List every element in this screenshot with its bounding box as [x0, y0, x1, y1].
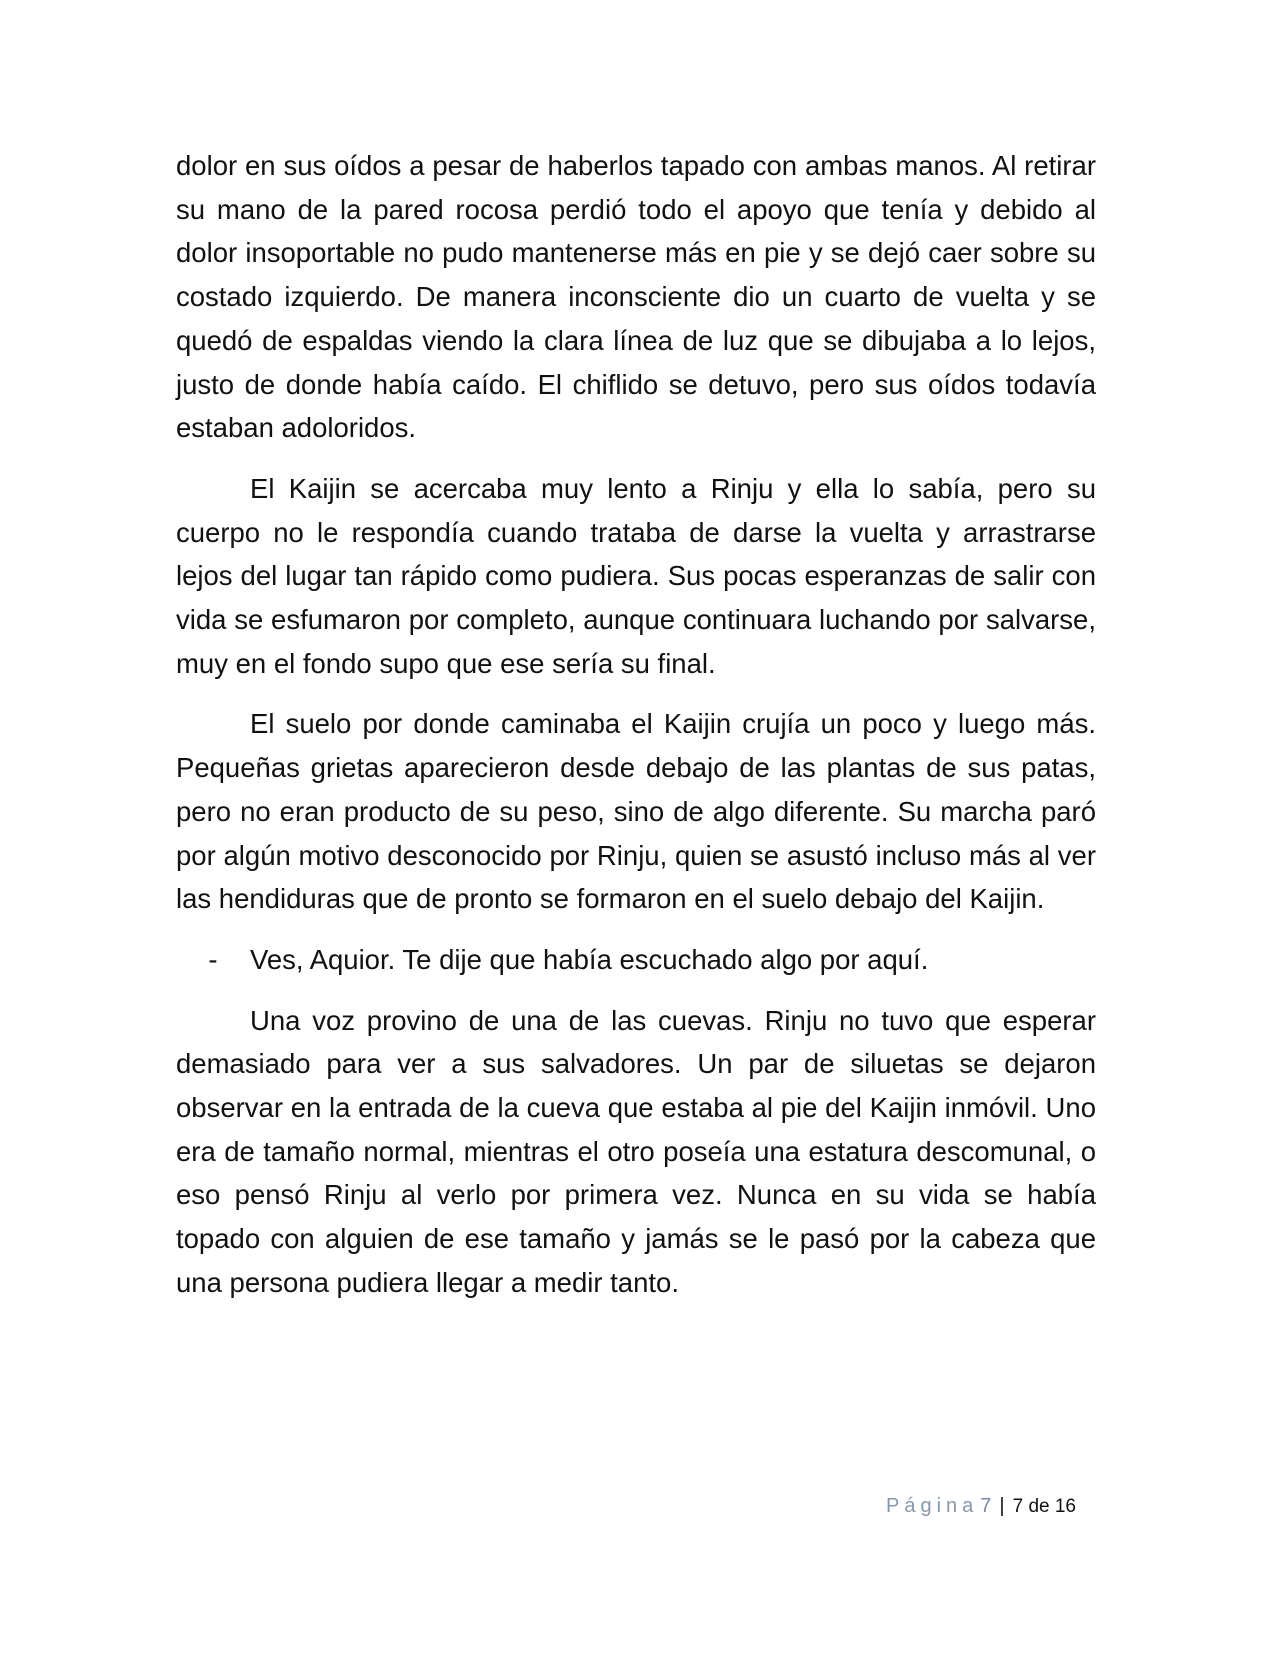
body-text	[176, 144, 1096, 1322]
dialogue-line	[176, 938, 1096, 982]
paragraph-1: dolor en sus oídos a pesar de haberlos tapado con ambas manos. Al retirar su mano de la pared rocosa perdió todo el apoyo que tenía y debido al dolor insoportable no pudo mantenerse más en pie y se dejó caer sobre su costado izquierdo. De manera inconsciente dio un cuarto de vuelta y se quedó de espaldas viendo la clara línea de luz que se dibujaba a lo lejos, justo de donde había caído. El chiflido se detuvo, pero sus oídos todavía estaban adoloridos.	[176, 150, 1096, 444]
footer-page-number: 7	[980, 1495, 992, 1517]
footer-page-word: Página	[885, 1495, 979, 1517]
paragraph-2: El Kaijin se acercaba muy lento a Rinju y ella lo sabía, pero su cuerpo no le respondía cuando trataba de darse la vuelta y arrastrarse lejos del lugar tan rápido como pudiera. Sus pocas esperanzas de salir con vida se esfumaron por completo, aunque continuara luchando por salvarse, muy en el fondo supo que ese sería su final.	[176, 472, 1096, 679]
paragraph-3: El suelo por donde caminaba el Kaijin crujía un poco y luego más. Pequeñas grietas aparecieron desde debajo de las plantas de sus patas, pero no eran producto de su peso, sino de algo diferente. Su marcha paró por algún motivo desconocido por Rinju, quien se asustó incluso más al ver las hendiduras que de pronto se formaron en el suelo debajo del Kaijin.	[176, 708, 1096, 915]
dialogue-text: Ves, Aquior. Te dije que había escuchado algo por aquí.	[250, 943, 929, 975]
footer-page-of: 7 de 16	[1012, 1496, 1076, 1517]
dialogue-dash: -	[208, 943, 218, 975]
page-footer	[886, 1495, 1076, 1518]
paragraph-4: Una voz provino de una de las cuevas. Rinju no tuvo que esperar demasiado para ver a sus salvadores. Un par de siluetas se dejaron observar en la entrada de la cueva que estaba al pie del Kaijin inmóvil. Uno era de tamaño normal, mientras el otro poseía una estatura descomunal, o eso pensó Rinju al verlo por primera vez. Nunca en su vida se había topado con alguien de ese tamaño y jamás se le pasó por la cabeza que una persona pudiera llegar a medir tanto.	[176, 1004, 1096, 1298]
footer-separator: |	[999, 1495, 1005, 1517]
